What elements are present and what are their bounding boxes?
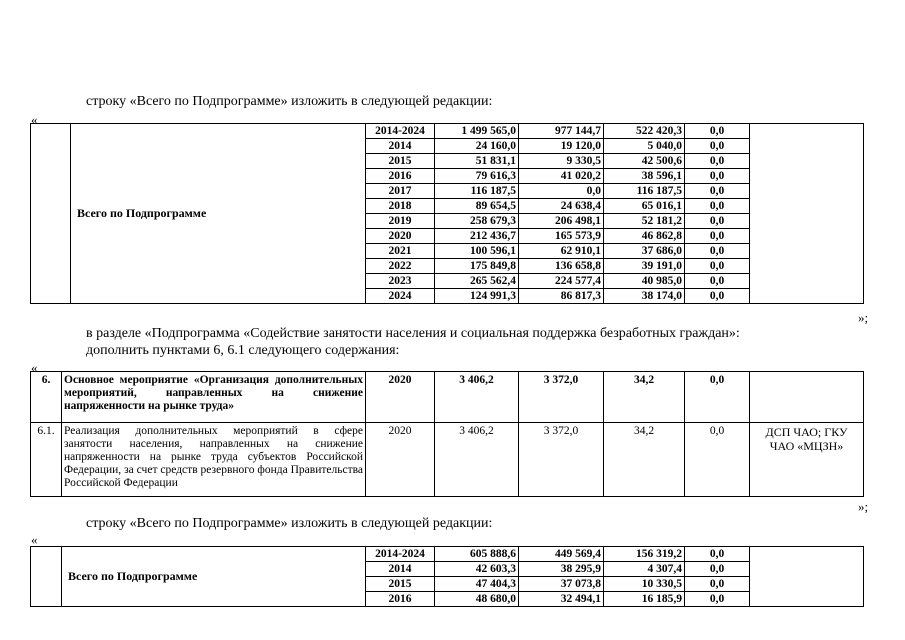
federal-cell: 136 658,8 [519, 259, 604, 274]
measure-executor [750, 372, 864, 423]
close-quote-2: »; [858, 499, 869, 514]
federal-cell: 165 573,9 [519, 229, 604, 244]
total-row [31, 547, 864, 562]
measure-description: Реализация дополнительных мероприятий в сфере занятости населения, направленных на снижение напряженности на рынке труда субъектов Российской Федерации, за счет средств резервного фонда Правительства Российской Федерации [62, 423, 366, 497]
year-cell: 2015 [366, 577, 435, 592]
other-cell: 0,0 [685, 259, 750, 274]
total-cell: 79 616,3 [435, 169, 519, 184]
year-cell: 2022 [366, 259, 435, 274]
total-cell: 89 654,5 [435, 199, 519, 214]
other-cell: 0,0 [685, 274, 750, 289]
year-cell: 2019 [366, 214, 435, 229]
executor-cell [750, 124, 864, 304]
other-cell: 0,0 [685, 169, 750, 184]
subprogram-total-table-2 [30, 546, 864, 607]
other-cell: 0,0 [685, 139, 750, 154]
regional-cell: 4 307,4 [604, 562, 685, 577]
total-cell: 116 187,5 [435, 184, 519, 199]
other-cell: 0,0 [685, 244, 750, 259]
instruction-text-4: строку «Всего по Подпрограмме» изложить в следующей редакции: [86, 516, 493, 531]
other-cell: 0,0 [685, 592, 750, 607]
federal-cell: 19 120,0 [519, 139, 604, 154]
federal-cell: 9 330,5 [519, 154, 604, 169]
measure-other: 0,0 [685, 372, 750, 423]
other-cell: 0,0 [685, 289, 750, 304]
other-cell: 0,0 [685, 199, 750, 214]
total-cell: 124 991,3 [435, 289, 519, 304]
federal-cell: 449 569,4 [519, 547, 604, 562]
federal-cell: 41 020,2 [519, 169, 604, 184]
year-cell: 2014-2024 [366, 547, 435, 562]
year-cell: 2016 [366, 169, 435, 184]
total-row [31, 124, 864, 139]
federal-cell: 62 910,1 [519, 244, 604, 259]
regional-cell: 38 596,1 [604, 169, 685, 184]
measure-number: 6.1. [31, 423, 62, 497]
regional-cell: 10 330,5 [604, 577, 685, 592]
measure-year: 2020 [366, 423, 435, 497]
open-quote-2: « [31, 360, 38, 375]
total-cell: 265 562,4 [435, 274, 519, 289]
total-cell: 175 849,8 [435, 259, 519, 274]
total-cell: 48 680,0 [435, 592, 519, 607]
regional-cell: 52 181,2 [604, 214, 685, 229]
row-number-cell [31, 124, 71, 304]
federal-cell: 0,0 [519, 184, 604, 199]
measure-year: 2020 [366, 372, 435, 423]
year-cell: 2021 [366, 244, 435, 259]
measure-total: 3 406,2 [435, 423, 519, 497]
year-cell: 2014 [366, 562, 435, 577]
measure-federal: 3 372,0 [519, 423, 604, 497]
year-cell: 2014-2024 [366, 124, 435, 139]
regional-cell: 16 185,9 [604, 592, 685, 607]
federal-cell: 86 817,3 [519, 289, 604, 304]
open-quote-3: « [31, 532, 38, 547]
regional-cell: 37 686,0 [604, 244, 685, 259]
measure-executor: ДСП ЧАО; ГКУ ЧАО «МЦЗН» [750, 423, 864, 497]
year-cell: 2015 [366, 154, 435, 169]
measure-row-6-1 [31, 423, 864, 497]
measure-description: Основное мероприятие «Организация дополнительных мероприятий, направленных на снижение напряженности на рынке труда» [62, 372, 366, 423]
year-cell: 2017 [366, 184, 435, 199]
regional-cell: 42 500,6 [604, 154, 685, 169]
measure-other: 0,0 [685, 423, 750, 497]
regional-cell: 156 319,2 [604, 547, 685, 562]
regional-cell: 116 187,5 [604, 184, 685, 199]
measure-total: 3 406,2 [435, 372, 519, 423]
measure-regional: 34,2 [604, 372, 685, 423]
executor-cell [750, 547, 864, 607]
regional-cell: 46 862,8 [604, 229, 685, 244]
federal-cell: 206 498,1 [519, 214, 604, 229]
federal-cell: 37 073,8 [519, 577, 604, 592]
federal-cell: 38 295,9 [519, 562, 604, 577]
year-cell: 2014 [366, 139, 435, 154]
measure-row-6 [31, 372, 864, 423]
other-cell: 0,0 [685, 124, 750, 139]
total-cell: 1 499 565,0 [435, 124, 519, 139]
federal-cell: 24 638,4 [519, 199, 604, 214]
total-label: Всего по Подпрограмме [62, 547, 366, 607]
regional-cell: 65 016,1 [604, 199, 685, 214]
year-cell: 2024 [366, 289, 435, 304]
other-cell: 0,0 [685, 562, 750, 577]
year-cell: 2018 [366, 199, 435, 214]
measure-number: 6. [31, 372, 62, 423]
total-cell: 51 831,1 [435, 154, 519, 169]
federal-cell: 224 577,4 [519, 274, 604, 289]
total-label: Всего по Подпрограмме [71, 124, 366, 304]
regional-cell: 39 191,0 [604, 259, 685, 274]
instruction-text-3: дополнить пунктами 6, 6.1 следующего содержания: [86, 343, 400, 358]
federal-cell: 977 144,7 [519, 124, 604, 139]
open-quote-1: « [31, 112, 38, 127]
other-cell: 0,0 [685, 214, 750, 229]
subprogram-total-table [30, 123, 864, 304]
other-cell: 0,0 [685, 547, 750, 562]
measure-regional: 34,2 [604, 423, 685, 497]
total-cell: 258 679,3 [435, 214, 519, 229]
total-cell: 100 596,1 [435, 244, 519, 259]
other-cell: 0,0 [685, 229, 750, 244]
total-cell: 42 603,3 [435, 562, 519, 577]
year-cell: 2020 [366, 229, 435, 244]
measures-table [30, 371, 864, 497]
total-cell: 47 404,3 [435, 577, 519, 592]
year-cell: 2016 [366, 592, 435, 607]
regional-cell: 38 174,0 [604, 289, 685, 304]
federal-cell: 32 494,1 [519, 592, 604, 607]
total-cell: 605 888,6 [435, 547, 519, 562]
other-cell: 0,0 [685, 184, 750, 199]
total-cell: 24 160,0 [435, 139, 519, 154]
regional-cell: 5 040,0 [604, 139, 685, 154]
measure-federal: 3 372,0 [519, 372, 604, 423]
year-cell: 2023 [366, 274, 435, 289]
close-quote-1: »; [858, 310, 869, 325]
regional-cell: 40 985,0 [604, 274, 685, 289]
regional-cell: 522 420,3 [604, 124, 685, 139]
other-cell: 0,0 [685, 577, 750, 592]
instruction-text-2: в разделе «Подпрограмма «Содействие занятости населения и социальная поддержка безработных граждан»: [86, 326, 740, 341]
total-cell: 212 436,7 [435, 229, 519, 244]
other-cell: 0,0 [685, 154, 750, 169]
instruction-text-1: строку «Всего по Подпрограмме» изложить в следующей редакции: [86, 94, 493, 109]
row-number-cell [31, 547, 62, 607]
